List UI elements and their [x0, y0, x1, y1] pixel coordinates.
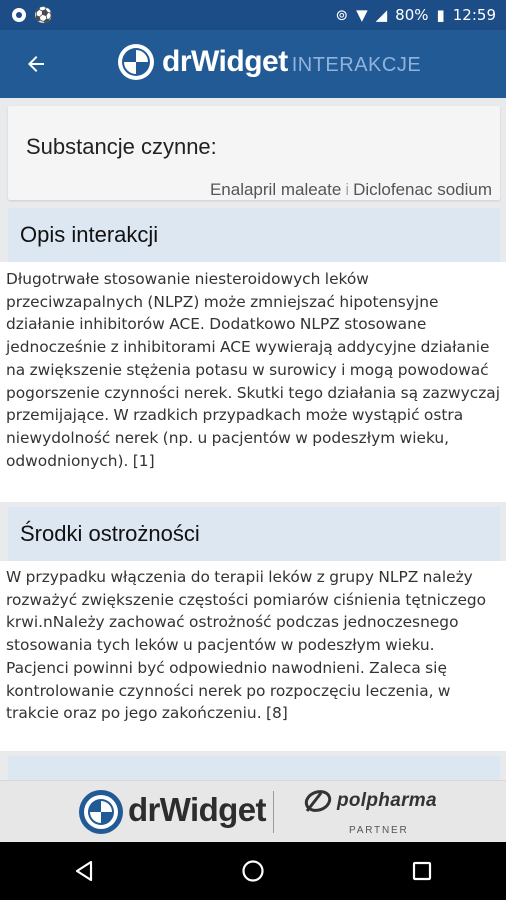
- drwidget-logo-icon: [116, 42, 156, 82]
- wifi-icon: ▼: [356, 5, 368, 24]
- substances-list: [210, 180, 492, 200]
- drwidget-logo-icon: [78, 789, 124, 835]
- sync-icon: ⊚: [335, 5, 349, 24]
- section-header-precautions: [8, 507, 500, 561]
- substance-name: Diclofenac sodium: [353, 180, 492, 199]
- brand-tag: INTERAKCJE: [291, 53, 422, 76]
- sponsor-banner[interactable]: [0, 780, 506, 843]
- square-recents-icon: [411, 860, 433, 882]
- partner-name: polpharma: [337, 790, 437, 811]
- clock: 12:59: [452, 6, 496, 24]
- polpharma-logo-icon: [303, 789, 333, 813]
- section-title: Opis interakcji: [20, 222, 159, 247]
- active-substances-card: [8, 106, 500, 200]
- substance-name: Enalapril maleate: [209, 180, 342, 199]
- footer-brand-name: drWidget: [128, 791, 266, 828]
- status-bar: [0, 0, 506, 30]
- section-header-next: [8, 756, 500, 780]
- soccer-ball-icon: ⚽: [34, 5, 53, 24]
- app-bar: [0, 30, 506, 98]
- substance-separator: i: [345, 180, 350, 199]
- battery-icon: ▮: [436, 5, 445, 24]
- section-header-description: [8, 208, 500, 262]
- nav-home-button[interactable]: [223, 842, 283, 900]
- brand-name: drWidget: [162, 45, 288, 78]
- nav-recents-button[interactable]: [392, 842, 452, 900]
- section-text-description: Długotrwałe stosowanie niesteroidowych leków przeciwzapalnych (NLPZ) może zmniejszać hipotensyjne działanie inhibitorów ACE. Dodatkowo NLPZ stosowane jednocześnie z inhibitorami ACE wywierają addycyjne działanie na zwiększenie stężenia potasu w surowicy i mogą powodować pogorszenie czynności nerek. Skutki tego działania są zazwyczaj przemijające. W rzadkich przypadkach może wystąpić ostra niewydolność nerek (np. u pacjentów w podeszłym wieku, odwodnionych). [1]: [6, 270, 501, 470]
- triangle-back-icon: [73, 860, 95, 882]
- battery-level: 80%: [395, 6, 429, 24]
- section-title: Środki ostrożności: [20, 521, 200, 546]
- substances-title: Substancje czynne:: [26, 134, 217, 159]
- partner-logo: [303, 789, 437, 813]
- back-button[interactable]: [12, 40, 60, 88]
- circle-home-icon: [241, 859, 265, 883]
- divider: [273, 791, 274, 833]
- partner-label: PARTNER: [349, 825, 409, 836]
- nav-back-button[interactable]: [54, 842, 114, 900]
- arrow-left-icon: [24, 52, 48, 76]
- notification-icon: [12, 8, 26, 22]
- signal-icon: ◢: [375, 5, 388, 24]
- interaction-details[interactable]: [0, 98, 506, 780]
- system-nav-bar: [0, 842, 506, 900]
- section-text-precautions: W przypadku włączenia do terapii leków z grupy NLPZ należy rozważyć zwiększenie częstości pomiarów ciśnienia tętniczego krwi.nNależy zachować ostrożność podczas jednoczesnego stosowania tych leków u pacjentów w podeszłym wieku. Pacjenci powinni być odpowiednio nawodnieni. Zaleca się kontrolowanie czynności nerek po rozpoczęciu leczenia, w trakcie oraz po jego zakończeniu. [8]: [6, 568, 487, 723]
- app-brand: [116, 42, 421, 82]
